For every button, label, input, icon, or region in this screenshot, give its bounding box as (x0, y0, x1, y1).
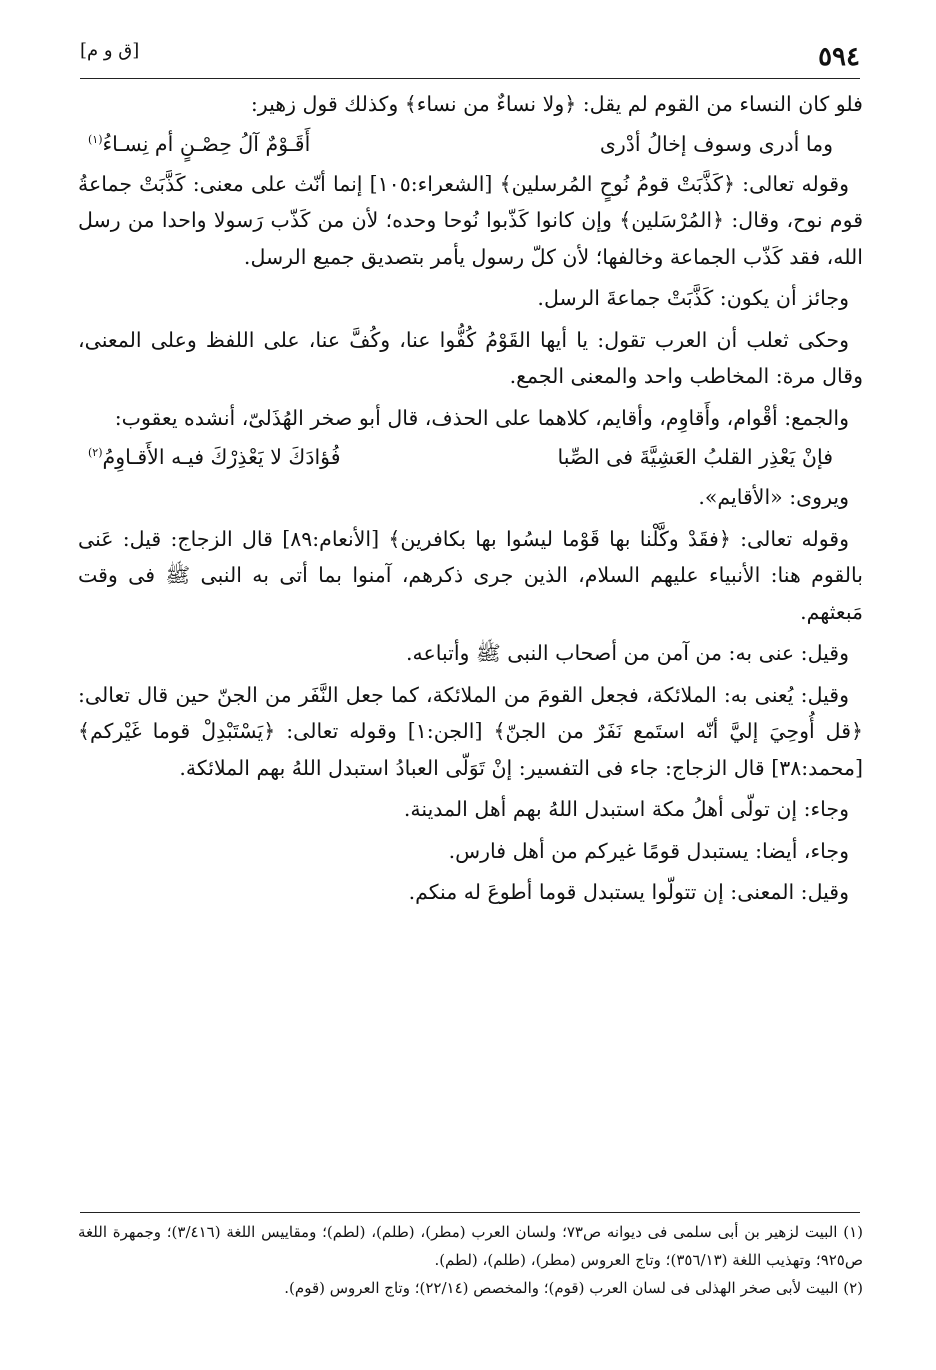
paragraph: وقوله تعالى: ﴿كَذَّبَتْ قومُ نُوحٍ المُرسلين﴾ [الشعراء:١٠٥] إنما أنّث على معنى: كَذَّبَتْ جماعةُ قوم نوح، وقال: ﴿المُرْسَلين﴾ وإن كانوا كَذّبوا نُوحا وحده؛ لأن من كَذّب رَسولا واحدا من رسل الله، فقد كَذّب الجماعة وخالفها؛ لأن كلّ رسول يأمر بتصديق جميع الرسل. (78, 171, 863, 269)
verse-first-hemistich: فإنْ يَعْذِر القلبُ العَشِيَّةَ فى الصِّبا (557, 445, 833, 469)
verse-second-hemistich (88, 125, 310, 163)
footnote: (٢) البيت لأبى صخر الهذلى فى لسان العرب (قوم)؛ والمخصص (٢٢/١٤)؛ وتاج العروس (قوم). (284, 1279, 863, 1297)
paragraph: وقيل: عنى به: من آمن من أصحاب النبى ﷺ وأتباعه. (405, 641, 849, 665)
header-divider (80, 78, 860, 79)
root-letters-label: [ق و م] (80, 40, 140, 61)
main-text (78, 86, 863, 911)
paragraph: وقيل: يُعنى به: الملائكة، فجعل القومَ من الملائكة، كما جعل النَّفَر من الجنّ حين قال تعالى: ﴿قل أُوحِيَ إليَّ أنّه استَمع نَفَرٌ من الجنّ﴾ [الجن:١] وقوله تعالى: ﴿يَسْتَبْدِلْ قوما غَيْركم﴾ [محمد:٣٨] قال الزجاج: جاء فى التفسير: إنْ تَوَلّى العبادُ استبدل اللهُ بهم الملائكة. (78, 682, 863, 780)
footnotes (78, 1218, 863, 1302)
page-header (80, 34, 860, 74)
paragraph: وقيل: المعنى: إن تتولّوا يستبدل قوما أطوعَ له منكم. (408, 880, 849, 904)
paragraph: وجائز أن يكون: كَذَّبَتْ جماعةَ الرسل. (537, 286, 849, 310)
poetry-verse (78, 125, 863, 163)
hemistich-text: أَقَـوْمٌ آلُ حِصْـنٍ أم نِسـاءُ (102, 131, 311, 156)
poetry-verse (78, 438, 863, 476)
paragraph: وجاء، أيضا: يستبدل قومًا غيركم من أهل فارس. (448, 838, 849, 863)
verse-second-hemistich (88, 438, 341, 476)
paragraph: وحكى ثعلب أن العرب تقول: يا أيها القَوْمُ كُفُّوا عنا، وكُفَّ عنا، على اللفظ وعلى المعنى، وقال مرة: المخاطب واحد والمعنى الجمع. (78, 327, 863, 388)
footnote-ref: (١) (88, 132, 103, 146)
paragraph: والجمع: أقْوام، وأَقاوِم، وأقايم، كلاهما على الحذف، قال أبو صخر الهُذَلىّ، أنشده يعقوب: (114, 405, 849, 430)
paragraph: ويروى: «الأقايم». (698, 485, 849, 509)
footnote-divider (80, 1212, 860, 1213)
paragraph: وقوله تعالى: ﴿فقَدْ وكَّلْنا بها قَوْما ليسُوا بها بكافرين﴾ [الأنعام:٨٩] قال الزجاج: قيل: عَنى بالقوم هنا: الأنبياء عليهم السلام، الذين جرى ذكرهم، آمنوا بما أتى به النبى ﷺ فى وقت مَبعثهم. (78, 526, 863, 624)
footnote: (١) البيت لزهير بن أبى سلمى فى ديوانه ص٧٣؛ ولسان العرب (مطر)، (طلم)، (لطم)؛ ومقاييس اللغة (٣/٤١٦)؛ وجمهرة اللغة ص٩٢٥؛ وتهذيب اللغة (٣٥٦/١٣)؛ وتاج العروس (مطر)، (طلم)، (لطم). (78, 1223, 863, 1269)
page-number: ٥٩٤ (818, 42, 860, 72)
verse-first-hemistich: وما أدرى وسوف إخالُ أدْرى (599, 131, 833, 156)
hemistich-text: فُؤادَكَ لا يَعْذِرْكَ فيـه الأَقـاوِمُ (102, 445, 341, 469)
footnote-ref: (٢) (88, 446, 103, 460)
paragraph: فلو كان النساء من القوم لم يقل: ﴿ولا نساءٌ من نساء﴾ وكذلك قول زهير: (250, 92, 863, 116)
paragraph: وجاء: إن تولّى أهلُ مكة استبدل اللهُ بهم أهل المدينة. (403, 797, 849, 821)
